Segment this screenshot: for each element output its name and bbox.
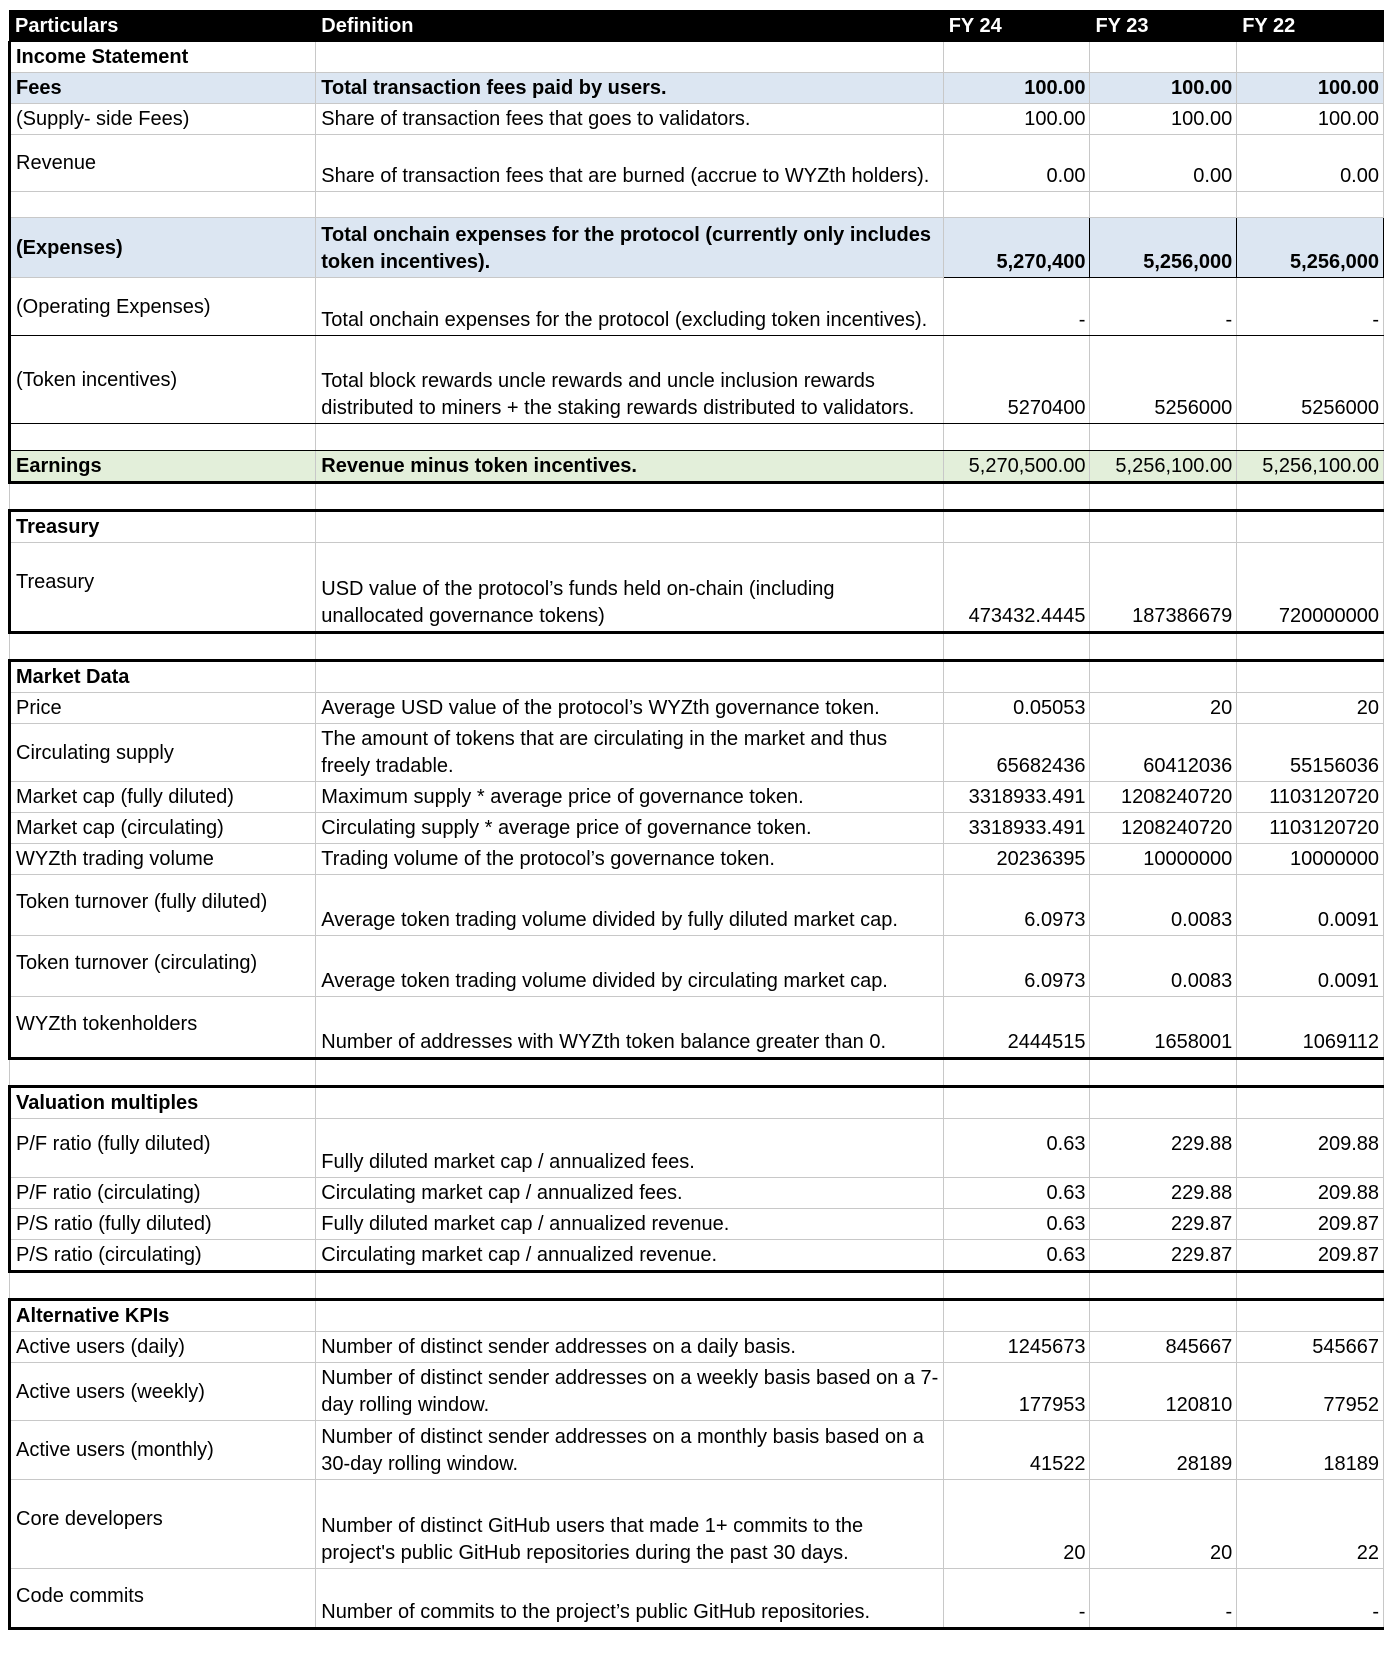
row-definition: Circulating market cap / annualized fees.: [316, 1178, 943, 1209]
value-fy23: 229.87: [1090, 1209, 1237, 1240]
row-definition: Average USD value of the protocol’s WYZth governance token.: [316, 693, 943, 724]
value-fy24: 177953: [943, 1363, 1090, 1421]
table-row: [10, 218, 1384, 278]
row-label-price: Price: [10, 693, 316, 724]
row-label-code-commits: Code commits: [10, 1569, 316, 1629]
section-title: Valuation multiples: [10, 1087, 316, 1119]
row-definition: Revenue minus token incentives.: [316, 451, 943, 483]
row-definition: USD value of the protocol’s funds held on-chain (including unallocated governance tokens): [316, 543, 943, 633]
value-fy24: 3318933.491: [943, 782, 1090, 813]
row-label-trading-volume: WYZth trading volume: [10, 844, 316, 875]
value-fy23: 5,256,100.00: [1090, 451, 1237, 483]
table-row: [10, 844, 1384, 875]
table-row: [10, 875, 1384, 936]
spacer-row: [10, 424, 1384, 451]
table-row: [10, 693, 1384, 724]
header-year-fy23: FY 23: [1090, 11, 1237, 42]
table-row: [10, 336, 1384, 424]
spacer-row: [10, 483, 1384, 511]
value-fy23: 10000000: [1090, 844, 1237, 875]
value-fy23: 100.00: [1090, 104, 1237, 135]
value-fy23: 1208240720: [1090, 813, 1237, 844]
row-definition: Total onchain expenses for the protocol (excluding token incentives).: [316, 278, 943, 336]
value-fy23: -: [1090, 1569, 1237, 1629]
value-fy23: 5256000: [1090, 336, 1237, 424]
spacer-row: [10, 633, 1384, 661]
section-title: Income Statement: [10, 42, 316, 73]
table-row: [10, 936, 1384, 997]
row-label-market-cap-circulating: Market cap (circulating): [10, 813, 316, 844]
section-title: Market Data: [10, 661, 316, 693]
table-row: [10, 73, 1384, 104]
row-label-active-users-daily: Active users (daily): [10, 1332, 316, 1363]
value-fy23: -: [1090, 278, 1237, 336]
value-fy23: 120810: [1090, 1363, 1237, 1421]
row-label-active-users-weekly: Active users (weekly): [10, 1363, 316, 1421]
row-label-treasury: Treasury: [10, 543, 316, 633]
row-label-fees: Fees: [10, 73, 316, 104]
row-label-circulating-supply: Circulating supply: [10, 724, 316, 782]
row-definition: Circulating market cap / annualized revenue.: [316, 1240, 943, 1272]
section-title: Treasury: [10, 511, 316, 543]
table-row: [10, 813, 1384, 844]
value-fy22: 18189: [1237, 1421, 1384, 1480]
table-row: [10, 1332, 1384, 1363]
header-row: [10, 11, 1384, 42]
value-fy24: 20: [943, 1480, 1090, 1569]
value-fy23: 28189: [1090, 1421, 1237, 1480]
section-alternative-kpis: [10, 1300, 1384, 1332]
value-fy22: 22: [1237, 1480, 1384, 1569]
value-fy24: 0.63: [943, 1209, 1090, 1240]
row-definition: Fully diluted market cap / annualized revenue.: [316, 1209, 943, 1240]
value-fy24: 0.63: [943, 1240, 1090, 1272]
value-fy24: 65682436: [943, 724, 1090, 782]
value-fy24: 0.05053: [943, 693, 1090, 724]
row-label-token-incentives: (Token incentives): [10, 336, 316, 424]
header-definition: Definition: [316, 11, 943, 42]
value-fy22: -: [1237, 278, 1384, 336]
row-label-pf-ratio-circulating: P/F ratio (circulating): [10, 1178, 316, 1209]
row-label-operating-expenses: (Operating Expenses): [10, 278, 316, 336]
spacer-row: [10, 1272, 1384, 1300]
value-fy23: 845667: [1090, 1332, 1237, 1363]
table-row: [10, 451, 1384, 483]
row-definition: Average token trading volume divided by fully diluted market cap.: [316, 875, 943, 936]
row-definition: Number of commits to the project’s public GitHub repositories.: [316, 1569, 943, 1629]
row-definition: Total onchain expenses for the protocol (currently only includes token incentives).: [316, 218, 943, 278]
value-fy23: 5,256,000: [1090, 218, 1237, 278]
row-definition: Share of transaction fees that goes to validators.: [316, 104, 943, 135]
section-title: Alternative KPIs: [10, 1300, 316, 1332]
table-row: [10, 543, 1384, 633]
value-fy22: 5,256,000: [1237, 218, 1384, 278]
table-row: [10, 1363, 1384, 1421]
value-fy22: 100.00: [1237, 73, 1384, 104]
row-label-core-developers: Core developers: [10, 1480, 316, 1569]
table-row: [10, 1178, 1384, 1209]
row-definition: Fully diluted market cap / annualized fees.: [316, 1119, 943, 1178]
value-fy24: 0.00: [943, 135, 1090, 192]
value-fy23: 1208240720: [1090, 782, 1237, 813]
table-row: [10, 135, 1384, 192]
table-row: [10, 104, 1384, 135]
table-row: [10, 1119, 1384, 1178]
row-definition: Number of distinct sender addresses on a weekly basis based on a 7-day rolling window.: [316, 1363, 943, 1421]
value-fy24: 100.00: [943, 104, 1090, 135]
row-definition: Circulating supply * average price of governance token.: [316, 813, 943, 844]
row-label-earnings: Earnings: [10, 451, 316, 483]
row-definition: Total block rewards uncle rewards and uncle inclusion rewards distributed to miners + the staking rewards distributed to validators.: [316, 336, 943, 424]
table-row: [10, 1209, 1384, 1240]
value-fy24: 20236395: [943, 844, 1090, 875]
value-fy24: 5,270,500.00: [943, 451, 1090, 483]
value-fy22: 0.0091: [1237, 875, 1384, 936]
value-fy24: -: [943, 1569, 1090, 1629]
value-fy23: 0.00: [1090, 135, 1237, 192]
value-fy22: 720000000: [1237, 543, 1384, 633]
value-fy22: 100.00: [1237, 104, 1384, 135]
section-income-statement: [10, 42, 1384, 73]
value-fy22: 1103120720: [1237, 813, 1384, 844]
value-fy23: 1658001: [1090, 997, 1237, 1059]
value-fy24: 473432.4445: [943, 543, 1090, 633]
value-fy23: 60412036: [1090, 724, 1237, 782]
value-fy24: 5270400: [943, 336, 1090, 424]
header-particulars: Particulars: [10, 11, 316, 42]
value-fy23: 229.87: [1090, 1240, 1237, 1272]
value-fy24: 3318933.491: [943, 813, 1090, 844]
value-fy22: 5256000: [1237, 336, 1384, 424]
value-fy23: 229.88: [1090, 1178, 1237, 1209]
row-definition: Total transaction fees paid by users.: [316, 73, 943, 104]
value-fy23: 0.0083: [1090, 936, 1237, 997]
table-row: [10, 724, 1384, 782]
value-fy22: 1069112: [1237, 997, 1384, 1059]
value-fy22: 77952: [1237, 1363, 1384, 1421]
value-fy22: 209.87: [1237, 1240, 1384, 1272]
row-definition: Share of transaction fees that are burned (accrue to WYZth holders).: [316, 135, 943, 192]
table-row: [10, 278, 1384, 336]
row-label-token-turnover-circulating: Token turnover (circulating): [10, 936, 316, 997]
value-fy24: 0.63: [943, 1178, 1090, 1209]
row-definition: Number of addresses with WYZth token balance greater than 0.: [316, 997, 943, 1059]
row-label-active-users-monthly: Active users (monthly): [10, 1421, 316, 1480]
value-fy23: 20: [1090, 1480, 1237, 1569]
section-treasury: [10, 511, 1384, 543]
table-row: [10, 1569, 1384, 1629]
row-label-market-cap-fully-diluted: Market cap (fully diluted): [10, 782, 316, 813]
row-definition: Average token trading volume divided by circulating market cap.: [316, 936, 943, 997]
financial-table: [8, 10, 1384, 1630]
row-label-supply-side-fees: (Supply- side Fees): [10, 104, 316, 135]
row-label-revenue: Revenue: [10, 135, 316, 192]
row-definition: Trading volume of the protocol’s governance token.: [316, 844, 943, 875]
value-fy24: 5,270,400: [943, 218, 1090, 278]
spacer-row: [10, 1059, 1384, 1087]
section-market-data: [10, 661, 1384, 693]
row-definition: Maximum supply * average price of governance token.: [316, 782, 943, 813]
table-row: [10, 997, 1384, 1059]
value-fy24: -: [943, 278, 1090, 336]
row-definition: Number of distinct sender addresses on a daily basis.: [316, 1332, 943, 1363]
value-fy22: 5,256,100.00: [1237, 451, 1384, 483]
row-label-ps-ratio-circulating: P/S ratio (circulating): [10, 1240, 316, 1272]
row-label-tokenholders: WYZth tokenholders: [10, 997, 316, 1059]
value-fy24: 1245673: [943, 1332, 1090, 1363]
spacer-row: [10, 192, 1384, 218]
row-definition: Number of distinct sender addresses on a monthly basis based on a 30-day rolling window.: [316, 1421, 943, 1480]
value-fy22: 0.00: [1237, 135, 1384, 192]
value-fy23: 20: [1090, 693, 1237, 724]
value-fy24: 6.0973: [943, 875, 1090, 936]
value-fy24: 100.00: [943, 73, 1090, 104]
header-year-fy24: FY 24: [943, 11, 1090, 42]
section-valuation-multiples: [10, 1087, 1384, 1119]
value-fy22: 209.87: [1237, 1209, 1384, 1240]
row-label-expenses: (Expenses): [10, 218, 316, 278]
table-row: [10, 1421, 1384, 1480]
row-definition: Number of distinct GitHub users that made 1+ commits to the project's public GitHub repositories during the past 30 days.: [316, 1480, 943, 1569]
table-row: [10, 1480, 1384, 1569]
row-label-ps-ratio-fully-diluted: P/S ratio (fully diluted): [10, 1209, 316, 1240]
value-fy23: 100.00: [1090, 73, 1237, 104]
value-fy24: 6.0973: [943, 936, 1090, 997]
table-row: [10, 1240, 1384, 1272]
value-fy22: 0.0091: [1237, 936, 1384, 997]
header-year-fy22: FY 22: [1237, 11, 1384, 42]
value-fy23: 187386679: [1090, 543, 1237, 633]
row-label-token-turnover-fully-diluted: Token turnover (fully diluted): [10, 875, 316, 936]
value-fy22: 1103120720: [1237, 782, 1384, 813]
value-fy22: 209.88: [1237, 1178, 1384, 1209]
value-fy24: 41522: [943, 1421, 1090, 1480]
value-fy22: 55156036: [1237, 724, 1384, 782]
value-fy23: 0.0083: [1090, 875, 1237, 936]
table-row: [10, 782, 1384, 813]
value-fy22: 10000000: [1237, 844, 1384, 875]
value-fy22: -: [1237, 1569, 1384, 1629]
value-fy22: 209.88: [1237, 1119, 1384, 1178]
value-fy24: 2444515: [943, 997, 1090, 1059]
value-fy23: 229.88: [1090, 1119, 1237, 1178]
value-fy24: 0.63: [943, 1119, 1090, 1178]
row-definition: The amount of tokens that are circulating in the market and thus freely tradable.: [316, 724, 943, 782]
value-fy22: 545667: [1237, 1332, 1384, 1363]
row-label-pf-ratio-fully-diluted: P/F ratio (fully diluted): [10, 1119, 316, 1178]
value-fy22: 20: [1237, 693, 1384, 724]
